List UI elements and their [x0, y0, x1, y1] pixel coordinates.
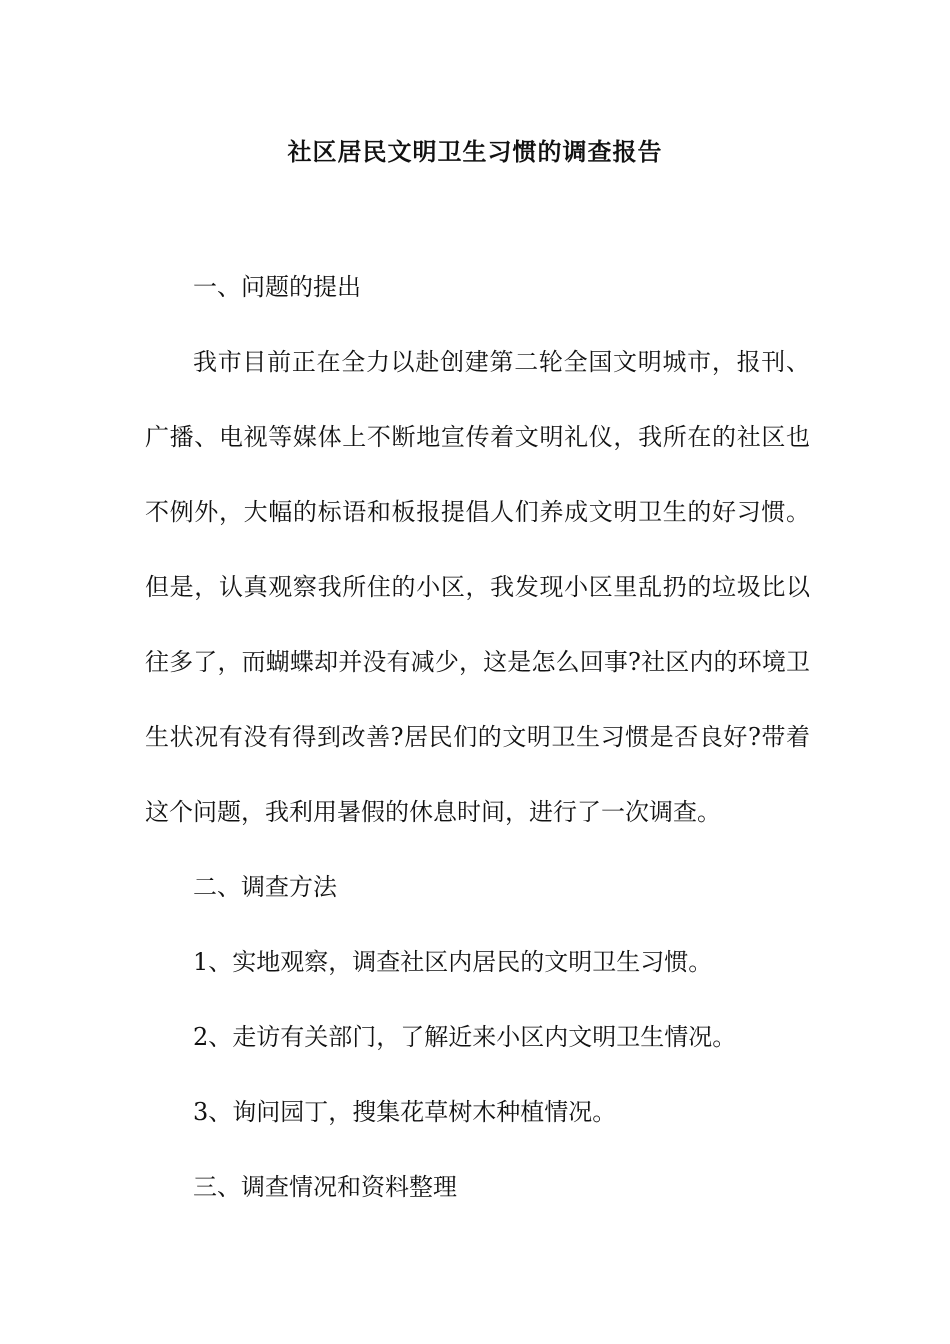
- section-heading-2: 二、调查方法: [193, 873, 337, 901]
- paragraph-problem-statement: 我市目前正在全力以赴创建第二轮全国文明城市，报刊、广播、电视等媒体上不断地宣传着文明礼仪，我所在的社区也不例外，大幅的标语和板报提倡人们养成文明卫生的好习惯。但是，认真观察我所住的小区，我发现小区里乱扔的垃圾比以往多了，而蝴蝶却并没有减少，这是怎么回事?社区内的环境卫生状况有没有得到改善?居民们的文明卫生习惯是否良好?带着这个问题，我利用暑假的休息时间，进行了一次调查。: [145, 348, 810, 826]
- method-item-2: 2、走访有关部门，了解近来小区内文明卫生情况。: [193, 1023, 737, 1051]
- section-heading-1: 一、问题的提出: [193, 273, 361, 301]
- method-item-1: 1、实地观察，调查社区内居民的文明卫生习惯。: [193, 948, 713, 976]
- document-body: [145, 250, 810, 1225]
- section-heading-3: 三、调查情况和资料整理: [193, 1173, 457, 1201]
- document-title: 社区居民文明卫生习惯的调查报告: [287, 137, 663, 166]
- method-item-3: 3、询问园丁，搜集花草树木种植情况。: [193, 1098, 617, 1126]
